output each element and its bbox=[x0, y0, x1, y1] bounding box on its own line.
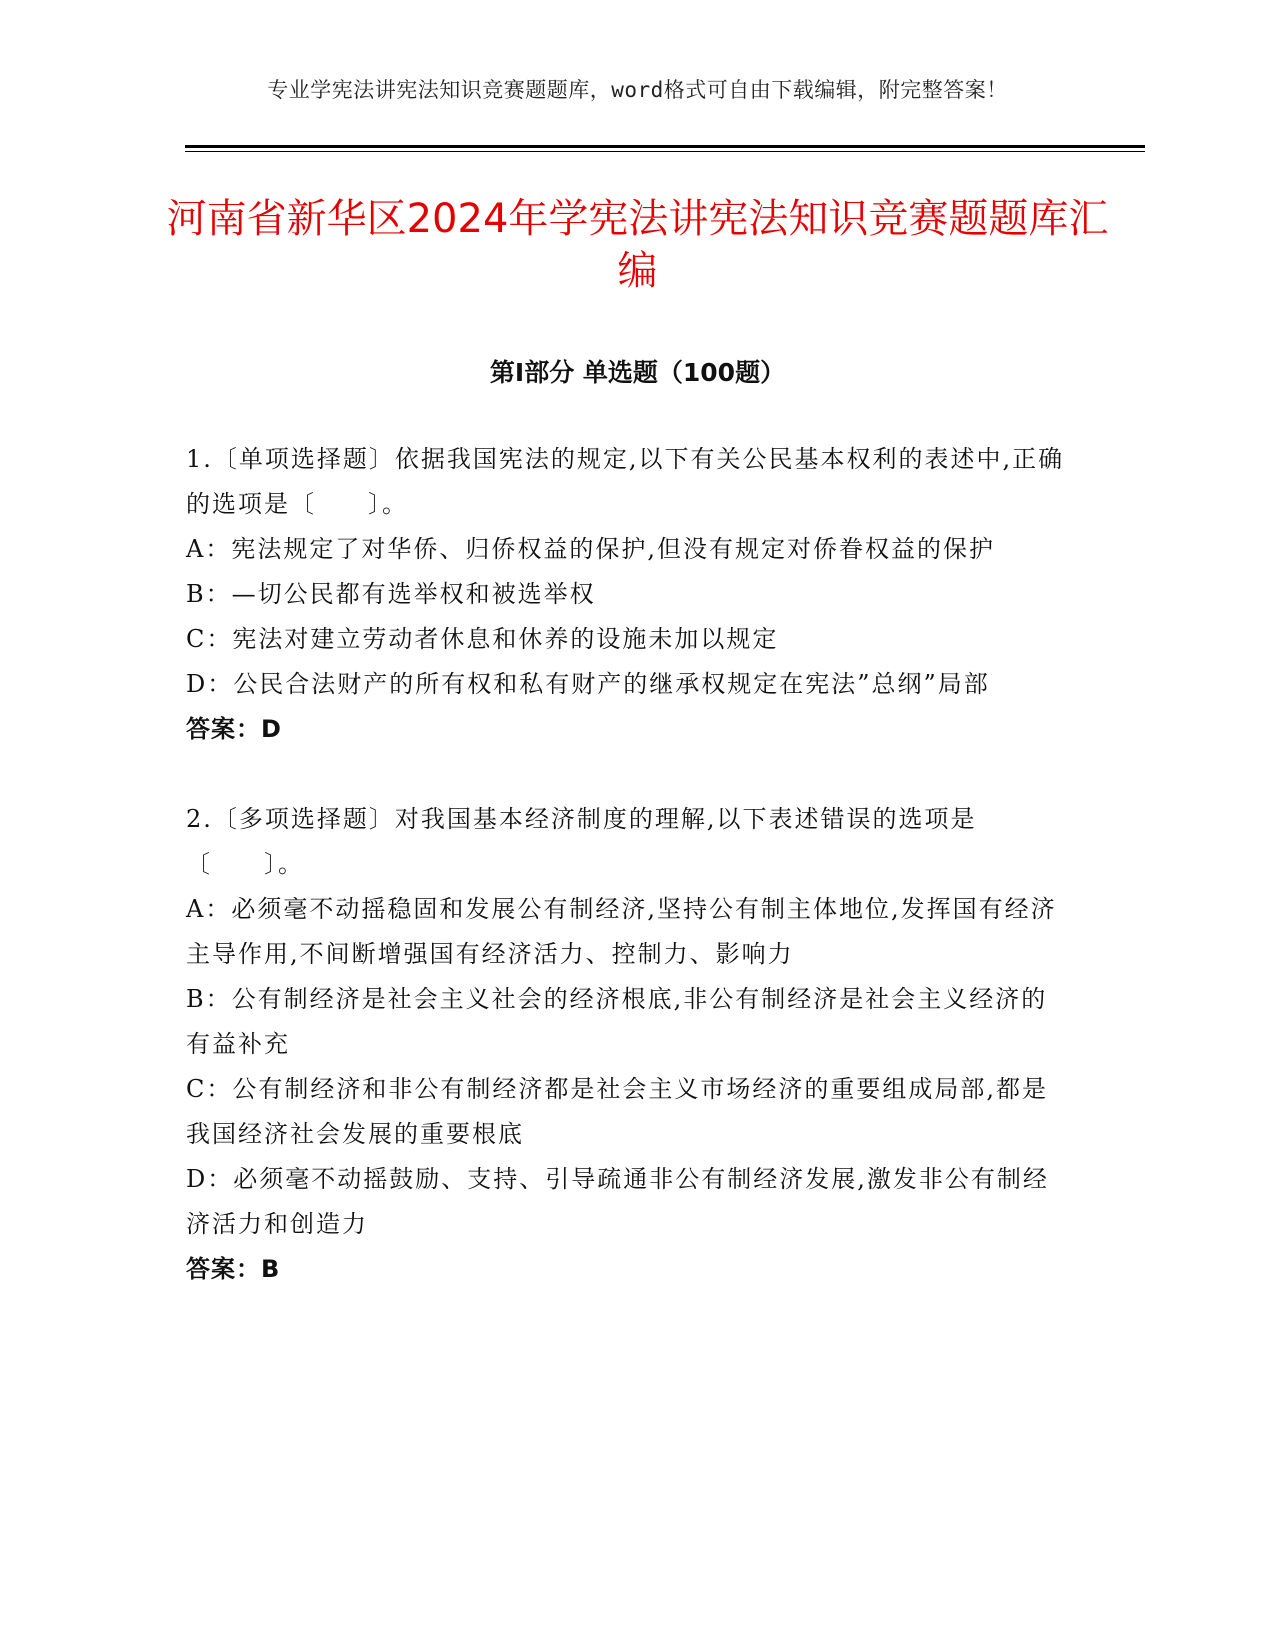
option-b: B：公有制经济是社会主义社会的经济根底,非公有制经济是社会主义经济的有益补充 bbox=[186, 985, 1048, 1058]
header-divider-thin bbox=[185, 151, 1145, 152]
question-1 bbox=[186, 437, 1066, 752]
document-title: 河南省新华区2024年学宪法讲宪法知识竞赛题题库汇编 bbox=[166, 196, 1109, 294]
answer: 答案：D bbox=[186, 715, 282, 743]
header-note: 专业学宪法讲宪法知识竞赛题题库，word格式可自由下载编辑，附完整答案！ bbox=[267, 78, 1008, 102]
question-list bbox=[186, 437, 1066, 1337]
option-c: C：宪法对建立劳动者休息和休养的设施未加以规定 bbox=[186, 625, 779, 653]
option-a: A：宪法规定了对华侨、归侨权益的保护,但没有规定对侨眷权益的保护 bbox=[186, 535, 995, 563]
question-stem: 2.〔多项选择题〕对我国基本经济制度的理解,以下表述错误的选项是〔 〕。 bbox=[186, 805, 977, 878]
header-divider-thick bbox=[185, 145, 1145, 148]
answer: 答案：B bbox=[186, 1255, 281, 1283]
option-d: D：必须毫不动摇鼓励、支持、引导疏通非公有制经济发展,激发非公有制经济活力和创造力 bbox=[186, 1165, 1049, 1238]
question-stem: 1.〔单项选择题〕依据我国宪法的规定,以下有关公民基本权利的表述中,正确的选项是〔 〕。 bbox=[186, 445, 1065, 518]
option-c: C：公有制经济和非公有制经济都是社会主义市场经济的重要组成局部,都是我国经济社会发展的重要根底 bbox=[186, 1075, 1048, 1148]
option-b: B：—切公民都有选举权和被选举权 bbox=[186, 580, 596, 608]
option-d: D：公民合法财产的所有权和私有财产的继承权规定在宪法”总纲”局部 bbox=[186, 670, 990, 698]
section-title: 第I部分 单选题（100题） bbox=[489, 358, 786, 387]
option-a: A：必须毫不动摇稳固和发展公有制经济,坚持公有制主体地位,发挥国有经济主导作用,不间断增强国有经济活力、控制力、影响力 bbox=[186, 895, 1057, 968]
question-2 bbox=[186, 797, 1066, 1292]
